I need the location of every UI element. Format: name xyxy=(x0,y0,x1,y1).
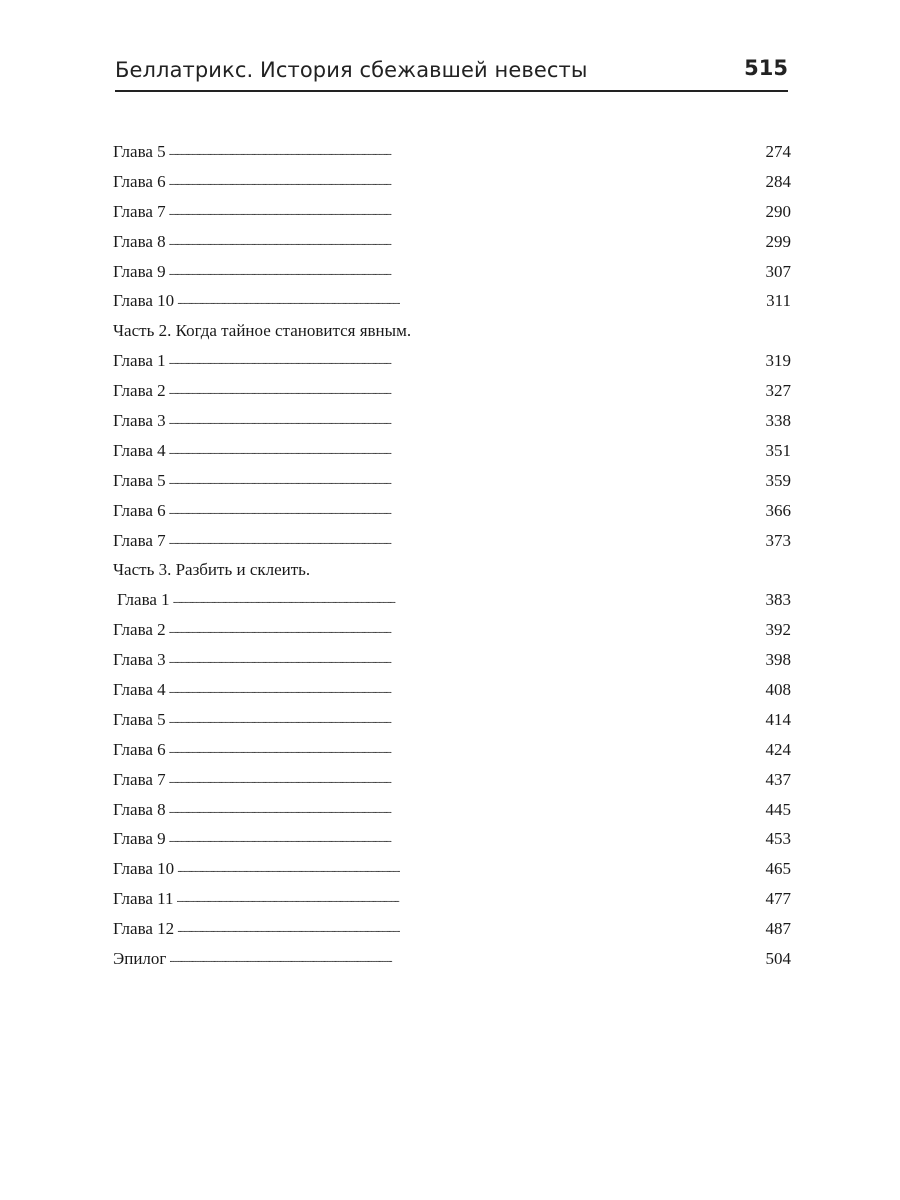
table-of-contents xyxy=(113,137,791,974)
dot-leader xyxy=(169,648,763,665)
toc-entry-part2-chapter-7[interactable] xyxy=(113,526,791,556)
dot-leader xyxy=(169,768,763,785)
page-header xyxy=(115,54,788,94)
toc-entry-page: 424 xyxy=(765,739,791,759)
toc-entry-label: Глава 5 xyxy=(113,142,166,161)
toc-entry-page: 319 xyxy=(765,351,791,371)
toc-entry-part1-chapter-5[interactable] xyxy=(113,137,791,167)
toc-entry-part2-chapter-5[interactable] xyxy=(113,466,791,496)
dot-leader xyxy=(173,588,763,605)
toc-entry-page: 453 xyxy=(765,829,791,849)
toc-entry-part3-chapter-12[interactable] xyxy=(113,914,791,944)
toc-entry-page: 392 xyxy=(765,620,791,640)
toc-entry-label: Глава 6 xyxy=(113,171,166,191)
toc-entry-page: 383 xyxy=(765,590,791,610)
dot-leader xyxy=(177,887,763,904)
toc-entry-label: Глава 9 xyxy=(113,261,166,281)
dot-leader xyxy=(169,200,763,217)
toc-entry-page: 477 xyxy=(765,889,791,909)
toc-entry-part3-chapter-11[interactable] xyxy=(113,884,791,914)
toc-entry-page: 445 xyxy=(765,799,791,819)
toc-entry-part3-chapter-2[interactable] xyxy=(113,615,791,645)
toc-entry-part2-chapter-2[interactable] xyxy=(113,376,791,406)
toc-entry-page: 398 xyxy=(765,650,791,670)
toc-entry-label: Эпилог xyxy=(113,949,167,969)
page-number: 515 xyxy=(744,56,788,80)
toc-entry-label: Глава 8 xyxy=(113,231,166,251)
header-rule xyxy=(115,90,788,92)
toc-entry-part2-chapter-1[interactable] xyxy=(113,346,791,376)
dot-leader xyxy=(169,499,763,516)
toc-entry-label: Глава 1 xyxy=(117,590,170,610)
toc-entry-page: 338 xyxy=(765,411,791,431)
dot-leader xyxy=(177,857,762,874)
toc-entry-epilogue[interactable] xyxy=(113,944,791,974)
toc-entry-label: Глава 1 xyxy=(113,351,166,371)
dot-leader xyxy=(169,678,763,695)
toc-entry-part2-chapter-4[interactable] xyxy=(113,436,791,466)
toc-entry-label: Глава 2 xyxy=(113,620,166,640)
toc-entry-label: Глава 2 xyxy=(113,381,166,401)
toc-entry-page: 414 xyxy=(765,709,791,729)
toc-entry-part3-chapter-6[interactable] xyxy=(113,735,791,765)
toc-entry-page: 351 xyxy=(765,440,791,460)
toc-entry-label: Глава 8 xyxy=(113,799,166,819)
toc-entry-part2-chapter-3[interactable] xyxy=(113,406,791,436)
dot-leader xyxy=(169,379,763,396)
dot-leader xyxy=(169,439,763,456)
toc-entry-page: 327 xyxy=(765,381,791,401)
dot-leader xyxy=(169,469,763,486)
toc-entry-label: Глава 6 xyxy=(113,739,166,759)
dot-leader xyxy=(169,140,763,157)
dot-leader xyxy=(169,738,763,755)
toc-entry-part3-chapter-8[interactable] xyxy=(113,795,791,825)
dot-leader xyxy=(169,798,763,815)
toc-entry-page: 299 xyxy=(765,231,791,251)
toc-entry-label: Глава 7 xyxy=(113,530,166,550)
toc-entry-page: 307 xyxy=(765,261,791,281)
toc-entry-page: 373 xyxy=(765,530,791,550)
toc-entry-part1-chapter-10[interactable] xyxy=(113,286,791,316)
toc-entry-page: 366 xyxy=(765,500,791,520)
toc-entry-label: Глава 10 xyxy=(113,859,175,879)
toc-entry-page: 504 xyxy=(765,949,791,969)
toc-entry-page: 290 xyxy=(765,201,791,221)
dot-leader xyxy=(169,230,763,247)
toc-entry-page: 437 xyxy=(765,769,791,789)
toc-entry-part2-chapter-6[interactable] xyxy=(113,496,791,526)
toc-entry-label: Глава 12 xyxy=(113,919,175,939)
running-title: Беллатрикс. История сбежавшей невесты xyxy=(115,58,588,82)
toc-entry-part3-chapter-5[interactable] xyxy=(113,705,791,735)
toc-part-3-title[interactable]: Часть 3. Разбить и склеить. xyxy=(113,560,311,580)
toc-entry-part3-chapter-4[interactable] xyxy=(113,675,791,705)
toc-entry-label: Глава 4 xyxy=(113,440,166,460)
toc-entry-page: 408 xyxy=(765,680,791,700)
toc-entry-part1-chapter-7[interactable] xyxy=(113,197,791,227)
toc-entry-part1-chapter-8[interactable] xyxy=(113,227,791,257)
toc-entry-part3-chapter-7[interactable] xyxy=(113,765,791,795)
toc-entry-part3-chapter-3[interactable] xyxy=(113,645,791,675)
toc-entry-label: Глава 7 xyxy=(113,201,166,221)
toc-entry-page: 311 xyxy=(766,291,791,311)
toc-entry-label: Глава 4 xyxy=(113,680,166,700)
toc-entry-label: Глава 6 xyxy=(113,500,166,520)
toc-entry-page: 487 xyxy=(765,919,791,939)
toc-entry-label: Глава 3 xyxy=(113,650,166,670)
toc-entry-label: Глава 10 xyxy=(113,291,175,311)
dot-leader xyxy=(169,947,762,964)
toc-entry-page: 274 xyxy=(765,142,791,161)
toc-entry-label: Глава 9 xyxy=(113,829,166,849)
toc-entry-label: Глава 5 xyxy=(113,470,166,490)
toc-entry-label: Глава 3 xyxy=(113,411,166,431)
dot-leader xyxy=(169,529,763,546)
dot-leader xyxy=(177,917,762,934)
dot-leader xyxy=(169,349,763,366)
toc-entry-part1-chapter-9[interactable] xyxy=(113,257,791,287)
toc-entry-page: 359 xyxy=(765,470,791,490)
toc-entry-label: Глава 5 xyxy=(113,709,166,729)
toc-entry-part3-chapter-10[interactable] xyxy=(113,854,791,884)
toc-entry-part1-chapter-6[interactable] xyxy=(113,167,791,197)
toc-entry-label: Глава 11 xyxy=(113,889,174,909)
dot-leader xyxy=(169,827,763,844)
dot-leader xyxy=(169,409,763,426)
dot-leader xyxy=(169,618,763,635)
dot-leader xyxy=(177,289,763,306)
toc-entry-part3-chapter-9[interactable] xyxy=(113,824,791,854)
dot-leader xyxy=(169,708,763,725)
toc-part-2-title[interactable]: Часть 2. Когда тайное становится явным. xyxy=(113,321,412,341)
toc-entry-page: 465 xyxy=(765,859,791,879)
dot-leader xyxy=(169,170,763,187)
toc-entry-label: Глава 7 xyxy=(113,769,166,789)
toc-entry-part3-chapter-1[interactable] xyxy=(113,585,791,615)
toc-entry-page: 284 xyxy=(765,171,791,191)
dot-leader xyxy=(169,260,763,277)
